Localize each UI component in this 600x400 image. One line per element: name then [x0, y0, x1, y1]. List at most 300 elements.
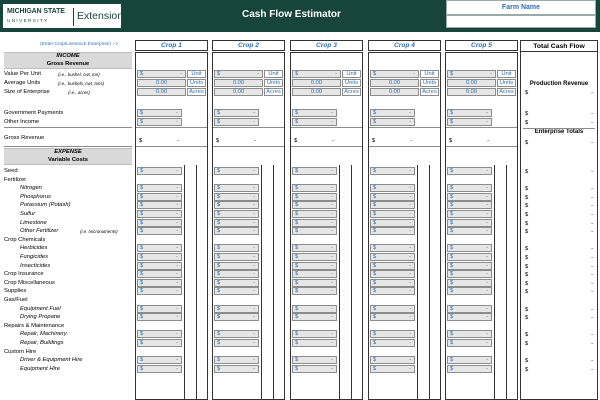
expense-row-label: Crop Insurance	[4, 271, 44, 278]
total-government-payments	[524, 110, 596, 118]
cell-value: 0.00	[465, 80, 478, 86]
cell-value: -	[331, 245, 333, 252]
dollar-sign: $	[295, 305, 299, 312]
expense-row-label: Drying Propane	[20, 314, 61, 321]
expense-row-label: Crop Miscellaneous	[4, 279, 55, 286]
divider	[446, 146, 517, 147]
cell-value: -	[409, 168, 411, 174]
dollar-sign: $	[450, 168, 454, 174]
cell-value: -	[486, 254, 488, 260]
cell-value: -	[253, 331, 255, 338]
production-revenue-label: Production Revenue	[529, 81, 589, 87]
crop-4-other-income-input[interactable]	[370, 118, 415, 126]
crop-3-expense-input[interactable]	[292, 184, 337, 192]
crop-1-expense-input[interactable]	[137, 244, 182, 252]
crop-5-expense-input[interactable]	[447, 279, 492, 287]
crop-4-expense-input[interactable]	[370, 219, 415, 227]
dollar-sign: $	[295, 279, 299, 286]
crop-4-gross-revenue	[370, 138, 415, 146]
crop-2-expense-input[interactable]	[214, 330, 259, 338]
crop-2-expense-input[interactable]	[214, 167, 259, 175]
unit-label: Acres	[187, 88, 206, 96]
cell-value: -	[176, 365, 178, 372]
cell-value: -	[591, 272, 593, 279]
crop-5-expense-input[interactable]	[447, 227, 492, 235]
crop-4-header-input[interactable]: Crop 4	[368, 40, 441, 51]
total-cash-flow-panel	[520, 40, 598, 400]
cell-value: -	[591, 280, 593, 287]
crop-5-expense-input[interactable]	[447, 244, 492, 252]
dollar-sign: $	[373, 168, 377, 174]
crop-3-government-payments-input[interactable]	[292, 109, 337, 117]
crop-3-expense-input[interactable]	[292, 262, 337, 270]
column-divider	[273, 165, 274, 400]
dollar-sign: $	[373, 219, 377, 226]
cell-value: -	[410, 138, 412, 144]
dollar-sign: $	[373, 331, 377, 338]
column-divider	[196, 165, 197, 400]
crop-3-expense-input[interactable]	[292, 253, 337, 261]
dollar-sign: $	[140, 279, 144, 286]
cell-value: -	[331, 305, 333, 312]
cell-value: -	[176, 185, 178, 192]
crop-5-expense-input[interactable]	[447, 210, 492, 218]
crop-4-expense-input[interactable]	[370, 365, 415, 373]
divider	[446, 127, 517, 128]
cell-value: -	[591, 140, 593, 146]
cell-value: -	[331, 168, 333, 174]
dollar-sign: $	[373, 245, 377, 252]
dollar-sign: $	[450, 331, 454, 338]
cell-value: -	[486, 365, 488, 372]
crop-3-expense-input[interactable]	[292, 210, 337, 218]
expense-row-label: Fungicides	[20, 254, 49, 260]
crop-3-expense-input[interactable]	[292, 313, 337, 321]
crop-4-expense-input[interactable]	[370, 279, 415, 287]
crop-3-expense-input[interactable]	[292, 244, 337, 252]
crop-3-expense-input[interactable]	[292, 330, 337, 338]
crop-5-income-input[interactable]	[447, 88, 496, 96]
dollar-sign: $	[295, 193, 299, 200]
cell-value: -	[253, 110, 255, 116]
dollar-sign: $	[373, 365, 377, 372]
farm-name-input[interactable]	[446, 15, 596, 28]
dollar-sign: $	[525, 220, 529, 227]
crop-5-expense-input[interactable]	[447, 167, 492, 175]
crop-1-expense-input[interactable]	[137, 210, 182, 218]
crop-4-expense-input[interactable]	[370, 305, 415, 313]
crop-1-expense-input[interactable]	[137, 339, 182, 347]
crop-5-expense-input[interactable]	[447, 365, 492, 373]
total-expense-row	[524, 220, 596, 228]
cell-value: -	[176, 305, 178, 312]
cell-value: -	[591, 366, 593, 373]
cell-value: -	[331, 340, 333, 346]
crop-1-expense-input[interactable]	[137, 279, 182, 287]
expense-row-label: Other Fertilizer	[20, 228, 59, 235]
dollar-sign: $	[525, 90, 529, 96]
unit-label: Units	[342, 79, 361, 87]
crop-4-expense-input[interactable]	[370, 287, 415, 295]
divider	[213, 127, 284, 128]
crop-5-income-input[interactable]	[447, 70, 496, 78]
crop-1-expense-input[interactable]	[137, 219, 182, 227]
crop-2-expense-input[interactable]	[214, 184, 259, 192]
cell-value: -	[413, 71, 415, 77]
dollar-sign: $	[295, 245, 299, 252]
crop-3-expense-input[interactable]	[292, 219, 337, 227]
cell-value: -	[487, 138, 489, 144]
unit-label: Unit	[187, 70, 206, 78]
cell-value: -	[409, 305, 411, 312]
cell-value: -	[253, 305, 255, 312]
dollar-sign: $	[140, 245, 144, 252]
crop-5-income-input[interactable]	[447, 79, 496, 87]
gross-revenue-label: Gross Revenue	[4, 135, 45, 141]
dollar-sign: $	[525, 186, 529, 193]
crop-2-expense-input[interactable]	[214, 279, 259, 287]
column-divider	[351, 165, 352, 400]
cell-value: -	[409, 219, 411, 226]
crop-2-expense-input[interactable]	[214, 339, 259, 347]
app-header	[0, 0, 600, 32]
crop-5-expense-input[interactable]	[447, 201, 492, 209]
crop-1-expense-input[interactable]	[137, 201, 182, 209]
crop-1-income-input[interactable]	[137, 88, 186, 96]
cell-value: -	[591, 246, 593, 253]
crop-5-expense-input[interactable]	[447, 270, 492, 278]
crop-4-expense-input[interactable]	[370, 262, 415, 270]
dollar-sign: $	[140, 262, 144, 269]
crop-5-other-income-input[interactable]	[447, 118, 492, 126]
dollar-sign: $	[373, 279, 377, 286]
crop-2-expense-input[interactable]	[214, 270, 259, 278]
dollar-sign: $	[294, 138, 298, 144]
dollar-sign: $	[217, 271, 221, 278]
dollar-sign: $	[217, 254, 221, 260]
crop-2-government-payments-input[interactable]	[214, 109, 259, 117]
crop-2-header-input[interactable]: Crop 2	[212, 40, 285, 51]
total-expense-row	[524, 263, 596, 271]
dollar-sign: $	[450, 119, 454, 125]
crop-1-expense-input[interactable]	[137, 227, 182, 235]
crop-5-header-input[interactable]: Crop 5	[445, 40, 518, 51]
crop-5-government-payments-input[interactable]	[447, 109, 492, 117]
crop-1-other-income-input[interactable]	[137, 118, 182, 126]
expense-row-label: Limestone	[20, 219, 47, 226]
crop-3-expense-input[interactable]	[292, 305, 337, 313]
crop-4-expense-input[interactable]	[370, 270, 415, 278]
crop-2-expense-input[interactable]	[214, 365, 259, 373]
divider	[291, 146, 362, 147]
cell-value: -	[486, 279, 488, 286]
crop-2-expense-input[interactable]	[214, 193, 259, 201]
dollar-sign: $	[295, 202, 299, 209]
cell-value: -	[176, 193, 178, 200]
cell-value: -	[253, 279, 255, 286]
crop-1-expense-input[interactable]	[137, 305, 182, 313]
crop-4-expense-input[interactable]	[370, 184, 415, 192]
crop-2-expense-input[interactable]	[214, 305, 259, 313]
crop-1-expense-input[interactable]	[137, 253, 182, 261]
cell-value: -	[591, 315, 593, 322]
expense-row-label: Gas/Fuel	[4, 297, 28, 303]
dollar-sign: $	[295, 110, 299, 116]
column-divider	[417, 165, 418, 400]
column-divider	[506, 165, 507, 400]
crop-4-expense-input[interactable]	[370, 330, 415, 338]
dollar-sign: $	[217, 288, 221, 295]
cell-value: 0.00	[310, 89, 323, 95]
crop-5-expense-input[interactable]	[447, 193, 492, 201]
divider	[136, 146, 207, 147]
dollar-sign: $	[140, 305, 144, 312]
crop-4-income-input[interactable]	[370, 88, 419, 96]
cell-value: -	[176, 279, 178, 286]
crop-2-expense-input[interactable]	[214, 287, 259, 295]
dollar-sign: $	[139, 138, 143, 144]
cell-value: -	[409, 340, 411, 346]
dollar-sign: $	[450, 185, 454, 192]
crop-2-expense-input[interactable]	[214, 244, 259, 252]
expense-row-label: Repairs & Maintenance	[4, 322, 65, 329]
crop-1-expense-input[interactable]	[137, 193, 182, 201]
dollar-sign: $	[140, 185, 144, 192]
cell-value: -	[591, 90, 593, 96]
dollar-sign: $	[140, 168, 144, 174]
crop-1-income-input[interactable]	[137, 79, 186, 87]
crop-2-expense-input[interactable]	[214, 253, 259, 261]
crop-2-income-input[interactable]	[214, 70, 263, 78]
crop-1-expense-input[interactable]	[137, 287, 182, 295]
dollar-sign: $	[295, 331, 299, 338]
cell-value: -	[591, 332, 593, 339]
cell-value: -	[409, 357, 411, 364]
crop-3-income-input[interactable]	[292, 88, 341, 96]
dollar-sign: $	[140, 193, 144, 200]
crop-4-government-payments-input[interactable]	[370, 109, 415, 117]
crop-3-expense-input[interactable]	[292, 365, 337, 373]
crop-3-expense-input[interactable]	[292, 356, 337, 364]
dollar-sign: $	[525, 358, 529, 365]
cell-value: -	[176, 228, 178, 235]
dollar-sign: $	[140, 340, 144, 346]
dollar-sign: $	[140, 254, 144, 260]
cell-value: -	[490, 71, 492, 77]
cell-value: -	[591, 186, 593, 193]
cell-value: -	[257, 71, 259, 77]
cell-value: -	[253, 202, 255, 209]
crop-3-expense-input[interactable]	[292, 270, 337, 278]
cell-value: -	[591, 203, 593, 210]
crop-1-expense-input[interactable]	[137, 356, 182, 364]
expense-row-label: Insecticides	[20, 262, 51, 269]
crop-4-income-input[interactable]	[370, 70, 419, 78]
crop-5-expense-input[interactable]	[447, 339, 492, 347]
logo-university-name: MICHIGAN STATE	[7, 8, 65, 15]
dollar-sign: $	[295, 314, 299, 321]
crop-4-expense-input[interactable]	[370, 210, 415, 218]
unit-label: Acres	[264, 88, 283, 96]
crop-4-expense-input[interactable]	[370, 313, 415, 321]
cell-value: -	[177, 138, 179, 144]
crop-5-expense-input[interactable]	[447, 330, 492, 338]
cell-value: -	[331, 279, 333, 286]
dollar-sign: $	[140, 288, 144, 295]
cell-value: -	[253, 271, 255, 278]
crop-3-expense-input[interactable]	[292, 227, 337, 235]
dollar-sign: $	[295, 262, 299, 269]
cell-value: -	[591, 341, 593, 347]
dollar-sign: $	[450, 228, 454, 235]
crop-2-income-input[interactable]	[214, 79, 263, 87]
crop-5-expense-input[interactable]	[447, 253, 492, 261]
crop-4-expense-input[interactable]	[370, 201, 415, 209]
crop-4-expense-input[interactable]	[370, 356, 415, 364]
msu-extension-logo	[2, 3, 122, 29]
crop-2-expense-input[interactable]	[214, 313, 259, 321]
crop-4-expense-input[interactable]	[370, 193, 415, 201]
crop-1-expense-input[interactable]	[137, 330, 182, 338]
dollar-sign: $	[140, 211, 144, 217]
crop-1-expense-input[interactable]	[137, 313, 182, 321]
crop-4-income-input[interactable]	[370, 79, 419, 87]
dollar-sign: $	[373, 314, 377, 321]
crop-2-other-income-input[interactable]	[214, 118, 259, 126]
unit-label: Unit	[497, 70, 516, 78]
dollar-sign: $	[217, 262, 221, 269]
crop-3-expense-input[interactable]	[292, 193, 337, 201]
dollar-sign: $	[140, 119, 144, 125]
cell-value: -	[331, 357, 333, 364]
cell-value: -	[331, 211, 333, 217]
expense-row-hint: (i.e. micronutrients)	[80, 228, 118, 234]
dollar-sign: $	[217, 314, 221, 321]
dollar-sign: $	[295, 119, 299, 125]
crop-3-expense-input[interactable]	[292, 287, 337, 295]
cell-value: -	[253, 314, 255, 321]
crop-5-expense-input[interactable]	[447, 313, 492, 321]
expense-row-label: Equipment Hire	[20, 365, 60, 372]
crop-2-expense-input[interactable]	[214, 210, 259, 218]
expense-row-label: Potassium (Potash)	[20, 202, 71, 209]
crop-5-expense-input[interactable]	[447, 356, 492, 364]
dollar-sign: $	[216, 138, 220, 144]
cell-value: -	[253, 193, 255, 200]
cell-value: 0.00	[388, 89, 401, 95]
crop-3-expense-input[interactable]	[292, 279, 337, 287]
dollar-sign: $	[525, 366, 529, 373]
cell-value: -	[180, 71, 182, 77]
unit-label: Acres	[420, 88, 439, 96]
crop-4-expense-input[interactable]	[370, 244, 415, 252]
cell-value: -	[591, 358, 593, 365]
crop-1-expense-input[interactable]	[137, 262, 182, 270]
crop-4-expense-input[interactable]	[370, 227, 415, 235]
cell-value: -	[486, 288, 488, 295]
crop-2-expense-input[interactable]	[214, 227, 259, 235]
dollar-sign: $	[217, 71, 221, 77]
dollar-sign: $	[373, 211, 377, 217]
unit-label: Units	[420, 79, 439, 87]
dollar-sign: $	[217, 331, 221, 338]
crop-2-expense-input[interactable]	[214, 356, 259, 364]
crop-3-expense-input[interactable]	[292, 339, 337, 347]
crop-2-expense-input[interactable]	[214, 219, 259, 227]
dollar-sign: $	[525, 194, 529, 201]
cell-value: -	[409, 314, 411, 321]
crop-3-expense-input[interactable]	[292, 201, 337, 209]
crop-2-income-input[interactable]	[214, 88, 263, 96]
cell-value: -	[486, 305, 488, 312]
cell-value: -	[591, 306, 593, 313]
crop-2-expense-input[interactable]	[214, 201, 259, 209]
logo-extension-word: Extension	[77, 10, 124, 22]
crop-3-income-input[interactable]	[292, 79, 341, 87]
crop-1-header-input[interactable]: Crop 1	[135, 40, 208, 51]
crop-5-expense-input[interactable]	[447, 262, 492, 270]
crop-3-income-input[interactable]	[292, 70, 341, 78]
cell-value: -	[331, 331, 333, 338]
cell-value: -	[176, 271, 178, 278]
crop-1-expense-input[interactable]	[137, 270, 182, 278]
cell-value: -	[486, 340, 488, 346]
cell-value: -	[591, 212, 593, 218]
crop-3-expense-input[interactable]	[292, 167, 337, 175]
crop-1-expense-input[interactable]	[137, 184, 182, 192]
cell-value: -	[253, 245, 255, 252]
variable-costs-subtitle: Variable Costs	[48, 157, 88, 163]
dollar-sign: $	[525, 229, 529, 236]
unit-label: Units	[264, 79, 283, 87]
crop-1-government-payments-input[interactable]	[137, 109, 182, 117]
crop-1-expense-input[interactable]	[137, 365, 182, 373]
crop-3-header-input[interactable]: Crop 3	[290, 40, 363, 51]
cell-value: -	[486, 331, 488, 338]
dollar-sign: $	[140, 71, 144, 77]
dollar-sign: $	[525, 120, 529, 126]
crop-5-expense-input[interactable]	[447, 184, 492, 192]
dollar-sign: $	[217, 211, 221, 217]
crop-1-expense-input[interactable]	[137, 167, 182, 175]
total-expense-row	[524, 254, 596, 262]
cell-value: -	[331, 288, 333, 295]
crop-5-expense-input[interactable]	[447, 305, 492, 313]
cell-value: -	[331, 193, 333, 200]
dollar-sign: $	[450, 262, 454, 269]
dollar-sign: $	[295, 288, 299, 295]
crop-4-expense-input[interactable]	[370, 167, 415, 175]
crop-2-expense-input[interactable]	[214, 262, 259, 270]
dollar-sign: $	[373, 254, 377, 260]
dollar-sign: $	[450, 357, 454, 364]
crop-1-income-input[interactable]	[137, 70, 186, 78]
cell-value: -	[486, 211, 488, 217]
divider	[4, 127, 132, 128]
crop-3-other-income-input[interactable]	[292, 118, 337, 126]
crop-4-expense-input[interactable]	[370, 253, 415, 261]
cell-value: -	[176, 245, 178, 252]
dollar-sign: $	[373, 185, 377, 192]
crop-5-expense-input[interactable]	[447, 219, 492, 227]
crop-4-expense-input[interactable]	[370, 339, 415, 347]
dollar-sign: $	[217, 228, 221, 235]
crop-5-expense-input[interactable]	[447, 287, 492, 295]
income-section-title: INCOME	[56, 53, 80, 59]
unit-label: Acres	[497, 88, 516, 96]
cell-value: -	[409, 279, 411, 286]
dollar-sign: $	[449, 138, 453, 144]
